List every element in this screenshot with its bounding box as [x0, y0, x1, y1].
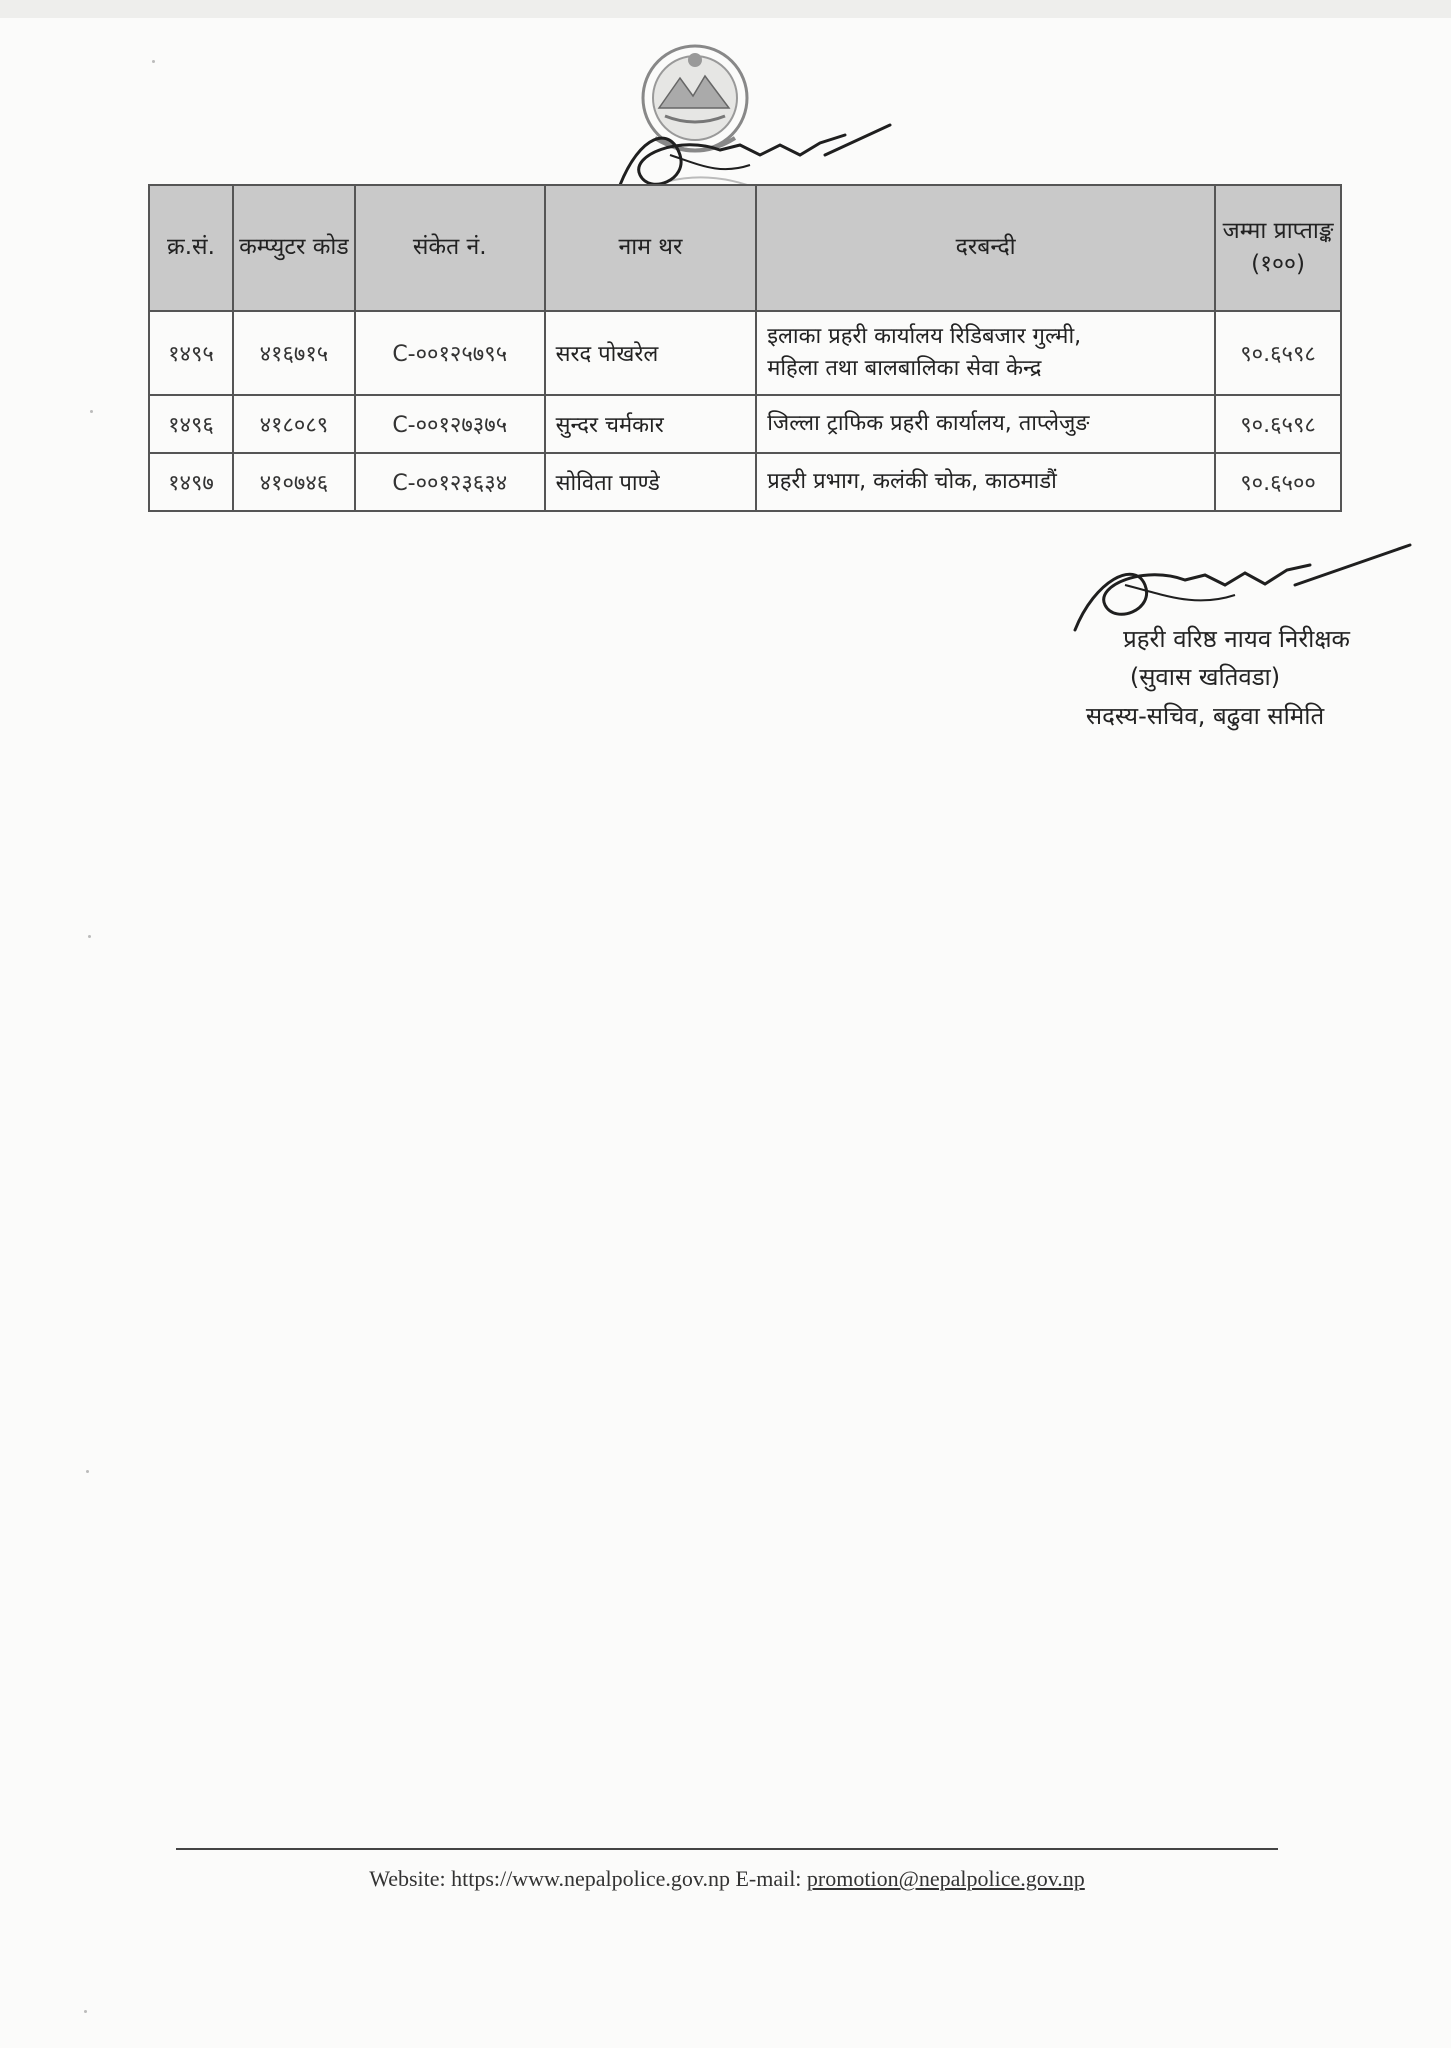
cell-serial: १४९५: [149, 311, 233, 395]
cell-name: सुन्दर चर्मकार: [545, 395, 757, 453]
table-row: [149, 453, 1341, 511]
posting-line: इलाका प्रहरी कार्यालय रिडिबजार गुल्मी,: [767, 324, 1082, 350]
footer: [176, 1866, 1278, 1892]
cell-symbol-no: C-००१२७३७५: [355, 395, 545, 453]
cell-total-marks: ९०.६५९८: [1215, 395, 1341, 453]
table-row: [149, 395, 1341, 453]
table-row: [149, 311, 1341, 395]
header-computer-code: कम्प्युटर कोड: [233, 185, 355, 311]
table-header-row: [149, 185, 1341, 311]
cell-serial: १४९६: [149, 395, 233, 453]
header-name: नाम थर: [545, 185, 757, 311]
cell-computer-code: ४१८०८९: [233, 395, 355, 453]
posting-line: महिला तथा बालबालिका सेवा केन्द्र: [767, 356, 1042, 381]
cell-computer-code: ४१०७४६: [233, 453, 355, 511]
cell-posting: जिल्ला ट्राफिक प्रहरी कार्यालय, ताप्लेजुङ: [756, 395, 1215, 453]
signatory-name: (सुवास खतिवडा): [1129, 663, 1281, 692]
scan-speck: [86, 1470, 89, 1473]
scan-speck: [84, 2010, 87, 2013]
signatory-block: [1040, 620, 1370, 735]
cell-symbol-no: C-००१२५७९५: [355, 311, 545, 395]
cell-computer-code: ४१६७१५: [233, 311, 355, 395]
header-total-marks: जम्मा प्राप्ताङ्क (१००): [1215, 185, 1341, 311]
header-symbol-no: संकेत नं.: [355, 185, 545, 311]
signatory-title: प्रहरी वरिष्ठ नायव निरीक्षक: [1123, 625, 1350, 653]
scan-speck: [90, 410, 93, 413]
header-serial: क्र.सं.: [149, 185, 233, 311]
scan-speck: [152, 60, 155, 63]
cell-total-marks: ९०.६५९८: [1215, 311, 1341, 395]
results-table: [148, 184, 1342, 512]
cell-name: सोविता पाण्डे: [545, 453, 757, 511]
header-posting: दरबन्दी: [756, 185, 1215, 311]
cell-total-marks: ९०.६५००: [1215, 453, 1341, 511]
scan-speck: [88, 935, 91, 938]
cell-serial: १४९७: [149, 453, 233, 511]
cell-name: सरद पोखरेल: [545, 311, 757, 395]
cell-posting: प्रहरी प्रभाग, कलंकी चोक, काठमाडौं: [756, 453, 1215, 511]
signatory-role: सदस्य-सचिव, बढुवा समिति: [1085, 701, 1325, 730]
cell-symbol-no: C-००१२३६३४: [355, 453, 545, 511]
footer-website-text: Website: https://www.nepalpolice.gov.np E-mail:: [369, 1866, 807, 1891]
footer-divider: [176, 1848, 1278, 1850]
footer-email-link[interactable]: promotion@nepalpolice.gov.np: [806, 1866, 1085, 1891]
cell-posting: [756, 311, 1215, 395]
